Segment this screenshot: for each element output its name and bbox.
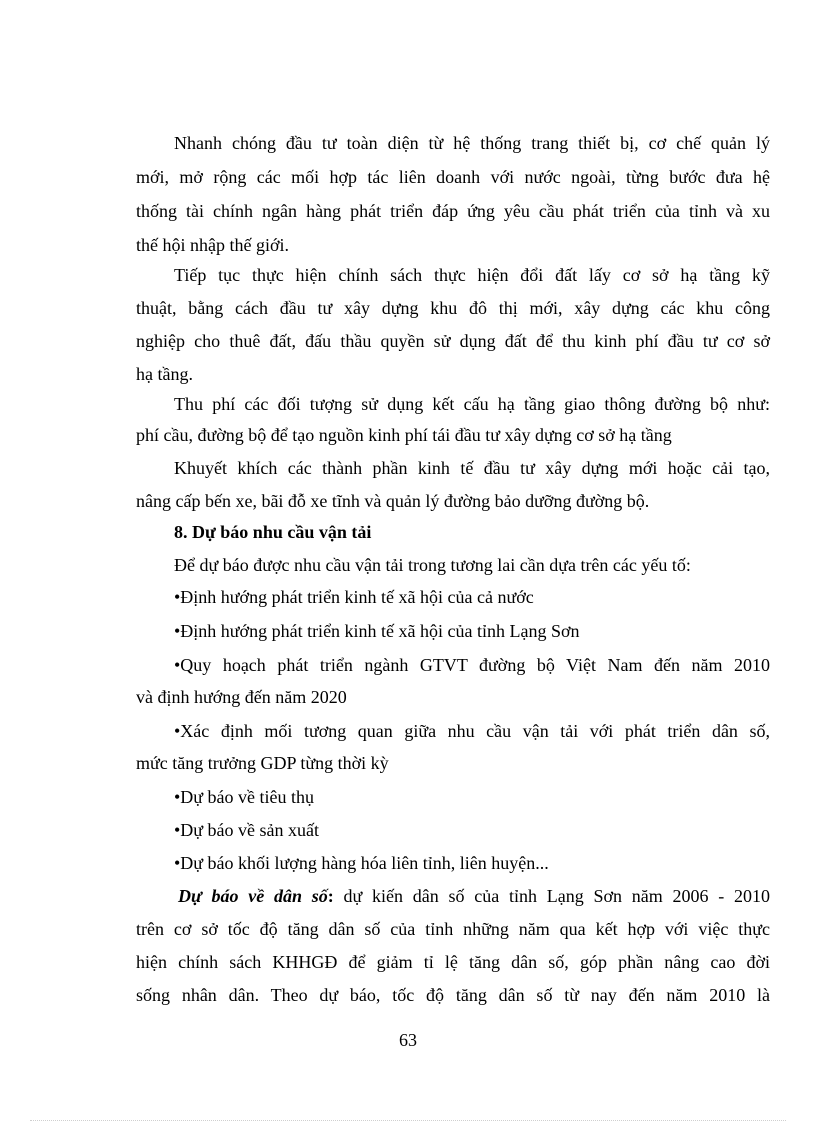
bullet-item-5: •Dự báo về tiêu thụ xyxy=(174,787,315,807)
paragraph-1-line-2: mới, mở rộng các mối hợp tác liên doanh với nước ngoài, từng bước đưa hệ xyxy=(136,167,770,187)
bullet-item-4-line-2: mức tăng trưởng GDP từng thời kỳ xyxy=(136,753,389,773)
population-label: Dự báo về dân số xyxy=(178,886,328,906)
paragraph-3-line-2: phí cầu, đường bộ để tạo nguồn kinh phí tái đầu tư xây dựng cơ sở hạ tầng xyxy=(136,425,672,445)
paragraph-2-line-3: nghiệp cho thuê đất, đấu thầu quyền sử dụng đất để thu kinh phí đầu tư cơ sở xyxy=(136,331,770,351)
paragraph-2-line-2: thuật, bằng cách đầu tư xây dựng khu đô thị mới, xây dựng các khu công xyxy=(136,298,770,318)
bottom-divider xyxy=(30,1120,786,1121)
paragraph-1-line-4: thế hội nhập thế giới. xyxy=(136,235,289,255)
population-label-colon: : xyxy=(327,886,334,906)
paragraph-1-line-1: Nhanh chóng đầu tư toàn diện từ hệ thống trang thiết bị, cơ chế quản lý xyxy=(174,133,770,153)
bullet-item-3-line-1: •Quy hoạch phát triển ngành GTVT đường bộ Việt Nam đến năm 2010 xyxy=(174,655,770,675)
page-number: 63 xyxy=(399,1030,417,1050)
paragraph-4-line-2: nâng cấp bến xe, bãi đỗ xe tĩnh và quản lý đường bảo dưỡng đường bộ. xyxy=(136,491,650,511)
population-line-1-text: dự kiến dân số của tỉnh Lạng Sơn năm 2006 - 2010 xyxy=(333,886,770,906)
bullet-item-6: •Dự báo về sản xuất xyxy=(174,820,320,840)
population-line-3: hiện chính sách KHHGĐ để giảm tỉ lệ tăng dân số, góp phần nâng cao đời xyxy=(136,952,770,972)
paragraph-1-line-3: thống tài chính ngân hàng phát triển đáp ứng yêu cầu phát triển của tỉnh và xu xyxy=(136,201,770,221)
population-line-2: trên cơ sở tốc độ tăng dân số của tỉnh những năm qua kết hợp với việc thực xyxy=(136,919,770,939)
bullet-item-4-line-1: •Xác định mối tương quan giữa nhu cầu vận tải với phát triển dân số, xyxy=(174,721,770,741)
paragraph-3-line-1: Thu phí các đối tượng sử dụng kết cấu hạ tầng giao thông đường bộ như: xyxy=(174,394,770,414)
paragraph-2-line-1: Tiếp tục thực hiện chính sách thực hiện đổi đất lấy cơ sở hạ tầng kỹ xyxy=(174,265,770,285)
bullet-item-3-line-2: và định hướng đến năm 2020 xyxy=(136,687,347,707)
bullet-item-7: •Dự báo khối lượng hàng hóa liên tỉnh, liên huyện... xyxy=(174,853,549,873)
bullet-item-2: •Định hướng phát triển kinh tế xã hội của tỉnh Lạng Sơn xyxy=(174,621,580,641)
section-intro: Để dự báo được nhu cầu vận tải trong tương lai cần dựa trên các yếu tố: xyxy=(174,555,691,575)
population-line-4: sống nhân dân. Theo dự báo, tốc độ tăng dân số từ nay đến năm 2010 là xyxy=(136,985,770,1005)
population-line-1 xyxy=(178,884,770,908)
section-heading: 8. Dự báo nhu cầu vận tải xyxy=(174,522,372,542)
paragraph-2-line-4: hạ tầng. xyxy=(136,364,193,384)
bullet-item-1: •Định hướng phát triển kinh tế xã hội của cả nước xyxy=(174,587,534,607)
paragraph-4-line-1: Khuyết khích các thành phần kinh tế đầu tư xây dựng mới hoặc cải tạo, xyxy=(174,458,770,478)
